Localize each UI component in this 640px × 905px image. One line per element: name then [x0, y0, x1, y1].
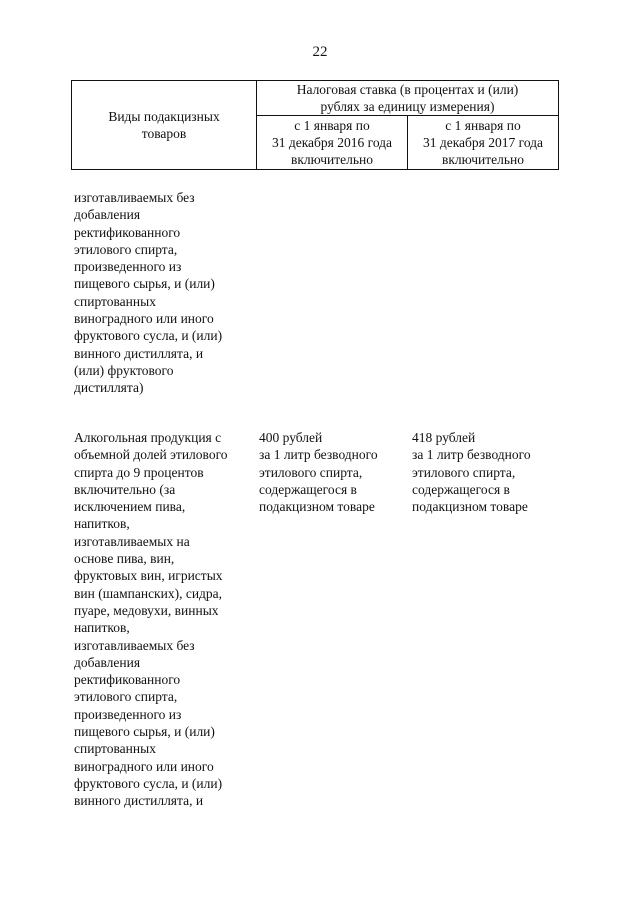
text-line: за 1 литр безводного	[259, 447, 378, 463]
text-line: основе пива, вин,	[74, 551, 175, 567]
text-line: изготавливаемых без	[74, 637, 195, 653]
period-2016-header	[257, 116, 408, 170]
text-line: винного дистиллята, и	[74, 793, 204, 809]
rate-2017-cell	[412, 429, 557, 515]
goods-description	[74, 429, 254, 810]
period-line: 31 декабря 2017 года	[422, 135, 544, 150]
goods-header-line: товаров	[141, 126, 187, 141]
text-line: исключением пива,	[74, 499, 186, 515]
text-line: этилового спирта,	[259, 464, 363, 480]
text-line: дистиллята)	[74, 380, 144, 396]
tax-rate-table-header	[71, 80, 559, 170]
text-line: пуаре, медовухи, винных	[74, 602, 219, 618]
text-line: напитков,	[74, 516, 130, 532]
text-line: объемной долей этилового	[74, 447, 228, 463]
text-line: содержащегося в	[412, 481, 510, 497]
text-line: фруктовых вин, игристых	[74, 568, 223, 584]
text-line: напитков,	[74, 620, 130, 636]
rate-header-line: Налоговая ставка (в процентах и (или)	[296, 82, 519, 97]
text-line: (или) фруктового	[74, 362, 174, 378]
text-line: вин (шампанских), сидра,	[74, 585, 223, 601]
text-line: этилового спирта,	[412, 464, 516, 480]
text-line: Алкогольная продукция с	[74, 430, 222, 445]
text-line: виноградного или иного	[74, 758, 214, 774]
period-line: с 1 января по	[294, 118, 370, 133]
rate-header-line: рублях за единицу измерения)	[320, 99, 495, 114]
text-line: за 1 литр безводного	[412, 447, 531, 463]
text-line: спирта до 9 процентов	[74, 464, 204, 480]
text-line: изготавливаемых на	[74, 533, 190, 549]
text-line: винного дистиллята, и	[74, 345, 204, 361]
rate-amount: 418 рублей	[412, 430, 476, 445]
period-line: 31 декабря 2016 года	[271, 135, 393, 150]
text-line: добавления	[74, 654, 141, 670]
text-line: добавления	[74, 207, 141, 223]
period-line: с 1 января по	[445, 118, 521, 133]
text-line: произведенного из	[74, 259, 182, 275]
text-line: спиртованных	[74, 741, 156, 757]
period-line: включительно	[441, 152, 524, 167]
text-line: включительно (за	[74, 481, 176, 497]
goods-header-line: Виды подакцизных	[108, 109, 220, 124]
text-line: фруктового сусла, и (или)	[74, 328, 223, 344]
text-line: подакцизном товаре	[259, 499, 375, 515]
text-line: пищевого сырья, и (или)	[74, 276, 215, 292]
tax-rate-header	[257, 81, 559, 116]
text-line: виноградного или иного	[74, 311, 214, 327]
rate-amount: 400 рублей	[259, 430, 323, 445]
rate-2016-cell	[259, 429, 404, 515]
continuation-goods-text	[74, 189, 254, 397]
text-line: этилового спирта,	[74, 689, 178, 705]
text-line: этилового спирта,	[74, 241, 178, 257]
text-line: пищевого сырья, и (или)	[74, 724, 215, 740]
text-line: подакцизном товаре	[412, 499, 528, 515]
period-2017-header	[408, 116, 559, 170]
text-line: содержащегося в	[259, 481, 357, 497]
text-line: фруктового сусла, и (или)	[74, 775, 223, 791]
text-line: ректификованного	[74, 224, 181, 240]
goods-type-header	[72, 81, 257, 170]
text-line: произведенного из	[74, 706, 182, 722]
page-number: 22	[312, 44, 328, 60]
period-line: включительно	[290, 152, 373, 167]
text-line: ректификованного	[74, 672, 181, 688]
text-line: изготавливаемых без	[74, 190, 195, 205]
text-line: спиртованных	[74, 293, 156, 309]
